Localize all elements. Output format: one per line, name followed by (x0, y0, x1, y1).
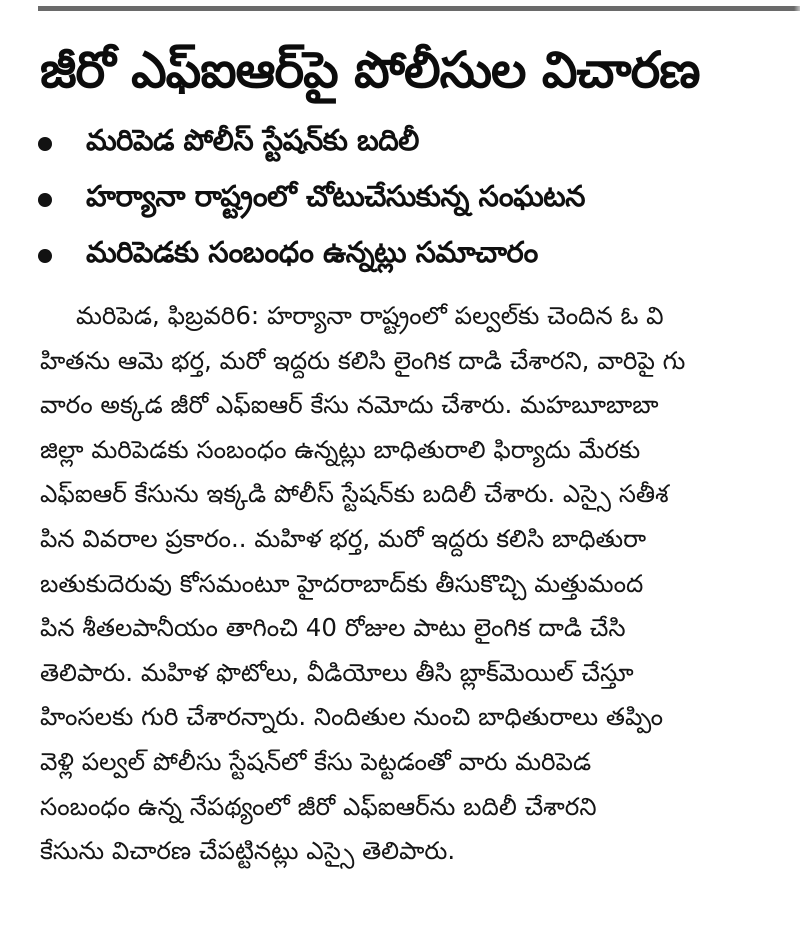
bullet-dot-icon (38, 249, 52, 263)
subheading-bullet-list (38, 116, 585, 284)
body-line: సంబంధం ఉన్న నేపథ్యంలో జీరో ఎఫ్ఐఆర్‌ను బదిలీ చేశారని (40, 791, 597, 821)
article-headline: జీరో ఎఫ్ఐఆర్‌పై పోలీసుల విచారణ (40, 41, 700, 99)
bullet-item (38, 228, 585, 284)
body-line: వారం అక్కడ జీరో ఎఫ్ఐఆర్ కేసు నమోదు చేశారు. మహబూబాబా (40, 390, 659, 420)
body-line: ఎఫ్ఐఆర్ కేసును ఇక్కడి పోలీస్ స్టేషన్‌కు బదిలీ చేశారు. ఎస్సై సతీశ (40, 479, 669, 509)
body-line: వెళ్లి పల్వల్ పోలీసు స్టేషన్‌లో కేసు పెట్టడంతో వారు మరిపెడ (40, 746, 592, 776)
bullet-dot-icon (38, 137, 52, 151)
body-line: పిన శీతలపానీయం తాగించి 40 రోజుల పాటు లైంగిక దాడి చేసి (40, 613, 626, 643)
bullet-text: హర్యానా రాష్ట్రంలో చోటుచేసుకున్న సంఘటన (86, 179, 585, 213)
bullet-item (38, 172, 585, 228)
body-line: తెలిపారు. మహిళ ఫొటోలు, వీడియోలు తీసి బ్లాక్‌మెయిల్ చేస్తూ (40, 657, 634, 687)
body-line: హితను ఆమె భర్త, మరో ఇద్దరు కలిసి లైంగిక దాడి చేశారని, వారిపై గు (40, 345, 686, 375)
top-divider-rule (38, 6, 800, 11)
bullet-dot-icon (38, 193, 52, 207)
body-line: బతుకుదెరువు కోసమంటూ హైదరాబాద్‌కు తీసుకొచ్చి మత్తుమంద (40, 568, 644, 598)
body-line: పిన వివరాల ప్రకారం.. మహిళ భర్త, మరో ఇద్దరు కలిసి బాధితురా (40, 523, 647, 553)
body-line: కేసును విచారణ చేపట్టినట్లు ఎస్సై తెలిపారు. (40, 836, 456, 866)
bullet-text: మరిపెడ పోలీస్ స్టేషన్‌కు బదిలీ (86, 123, 419, 157)
body-line: మరిపెడ, ఫిబ్రవరి6: హర్యానా రాష్ట్రంలో పల్వల్‌కు చెందిన ఓ వి (76, 301, 664, 330)
bullet-text: మరిపెడకు సంబంధం ఉన్నట్లు సమాచారం (86, 235, 538, 269)
body-line: హింసలకు గురి చేశారన్నారు. నిందితుల నుంచి బాధితురాలు తప్పిం (40, 702, 664, 732)
article-body (40, 294, 800, 874)
bullet-item (38, 116, 585, 172)
body-line: జిల్లా మరిపెడకు సంబంధం ఉన్నట్లు బాధితురాలి ఫిర్యాదు మేరకు (40, 434, 641, 464)
